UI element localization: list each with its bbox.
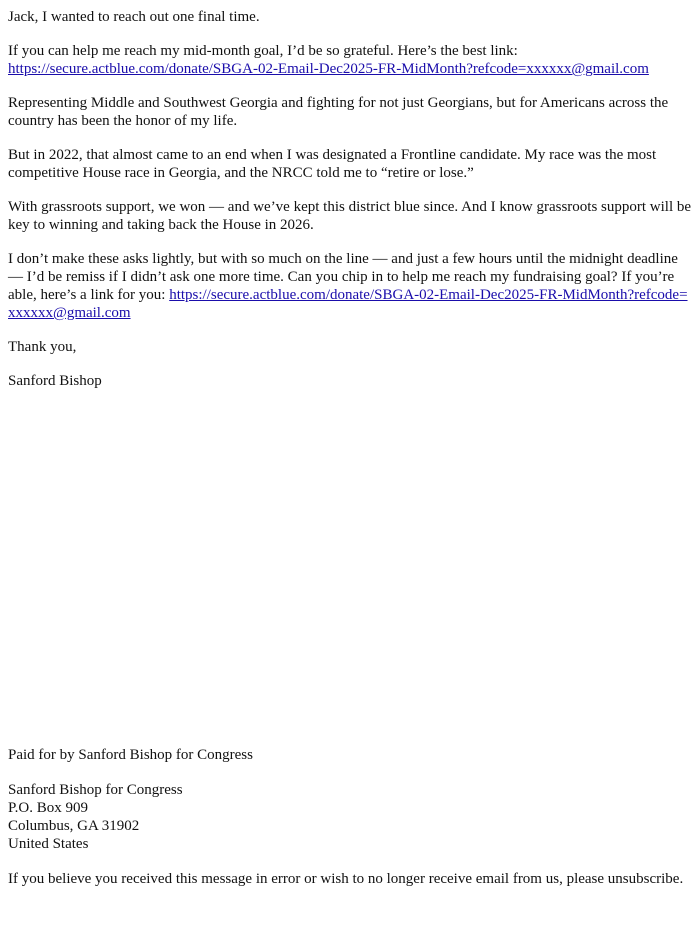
- mailing-address: [8, 781, 694, 853]
- paragraph-2022: But in 2022, that almost came to an end when I was designated a Frontline candidate. My race was the most competitive House race in Georgia, and the NRCC told me to “retire or lose.”: [8, 147, 657, 181]
- paragraph-ask: [8, 250, 694, 322]
- paragraph-goal: [8, 42, 694, 78]
- paragraph-representing: Representing Middle and Southwest Georgia and fighting for not just Georgians, but for Americans across the country has been the honor of my life.: [8, 95, 669, 129]
- paragraph-grassroots: With grassroots support, we won — and we’ve kept this district blue since. And I know grassroots support will be key to winning and taking back the House in 2026.: [8, 199, 692, 233]
- donate-link[interactable]: https://secure.actblue.com/donate/SBGA-02-Email-Dec2025-FR-MidMonth?refcode=xxxxxx@gmail.com: [8, 61, 649, 77]
- address-org: Sanford Bishop for Congress: [8, 782, 183, 798]
- donate-link-2[interactable]: https://secure.actblue.com/donate/SBGA-02-Email-Dec2025-FR-MidMonth?refcode=xxxxxx@gmail.com: [8, 287, 688, 321]
- address-country: United States: [8, 836, 89, 852]
- email-body: [8, 8, 694, 406]
- paragraph-ask-text: I don’t make these asks lightly, but with so much on the line — and just a few hours until the midnight deadline — I’d be remiss if I didn’t ask one more time. Can you chip in to help me reach my fundraising goal? If you’re able, here’s a link for you:: [8, 251, 678, 303]
- paragraph-goal-text: If you can help me reach my mid-month goal, I’d be so grateful. Here’s the best link:: [8, 43, 518, 59]
- address-line1: P.O. Box 909: [8, 800, 89, 816]
- address-line2: Columbus, GA 31902: [8, 818, 140, 834]
- signature: Sanford Bishop: [8, 373, 102, 389]
- closing: Thank you,: [8, 339, 77, 355]
- greeting: Jack, I wanted to reach out one final time.: [8, 9, 260, 25]
- paid-for-disclaimer: Paid for by Sanford Bishop for Congress: [8, 747, 253, 763]
- unsubscribe-notice: If you believe you received this message in error or wish to no longer receive email from us, please unsubscribe.: [8, 871, 684, 887]
- email-footer: [8, 746, 694, 905]
